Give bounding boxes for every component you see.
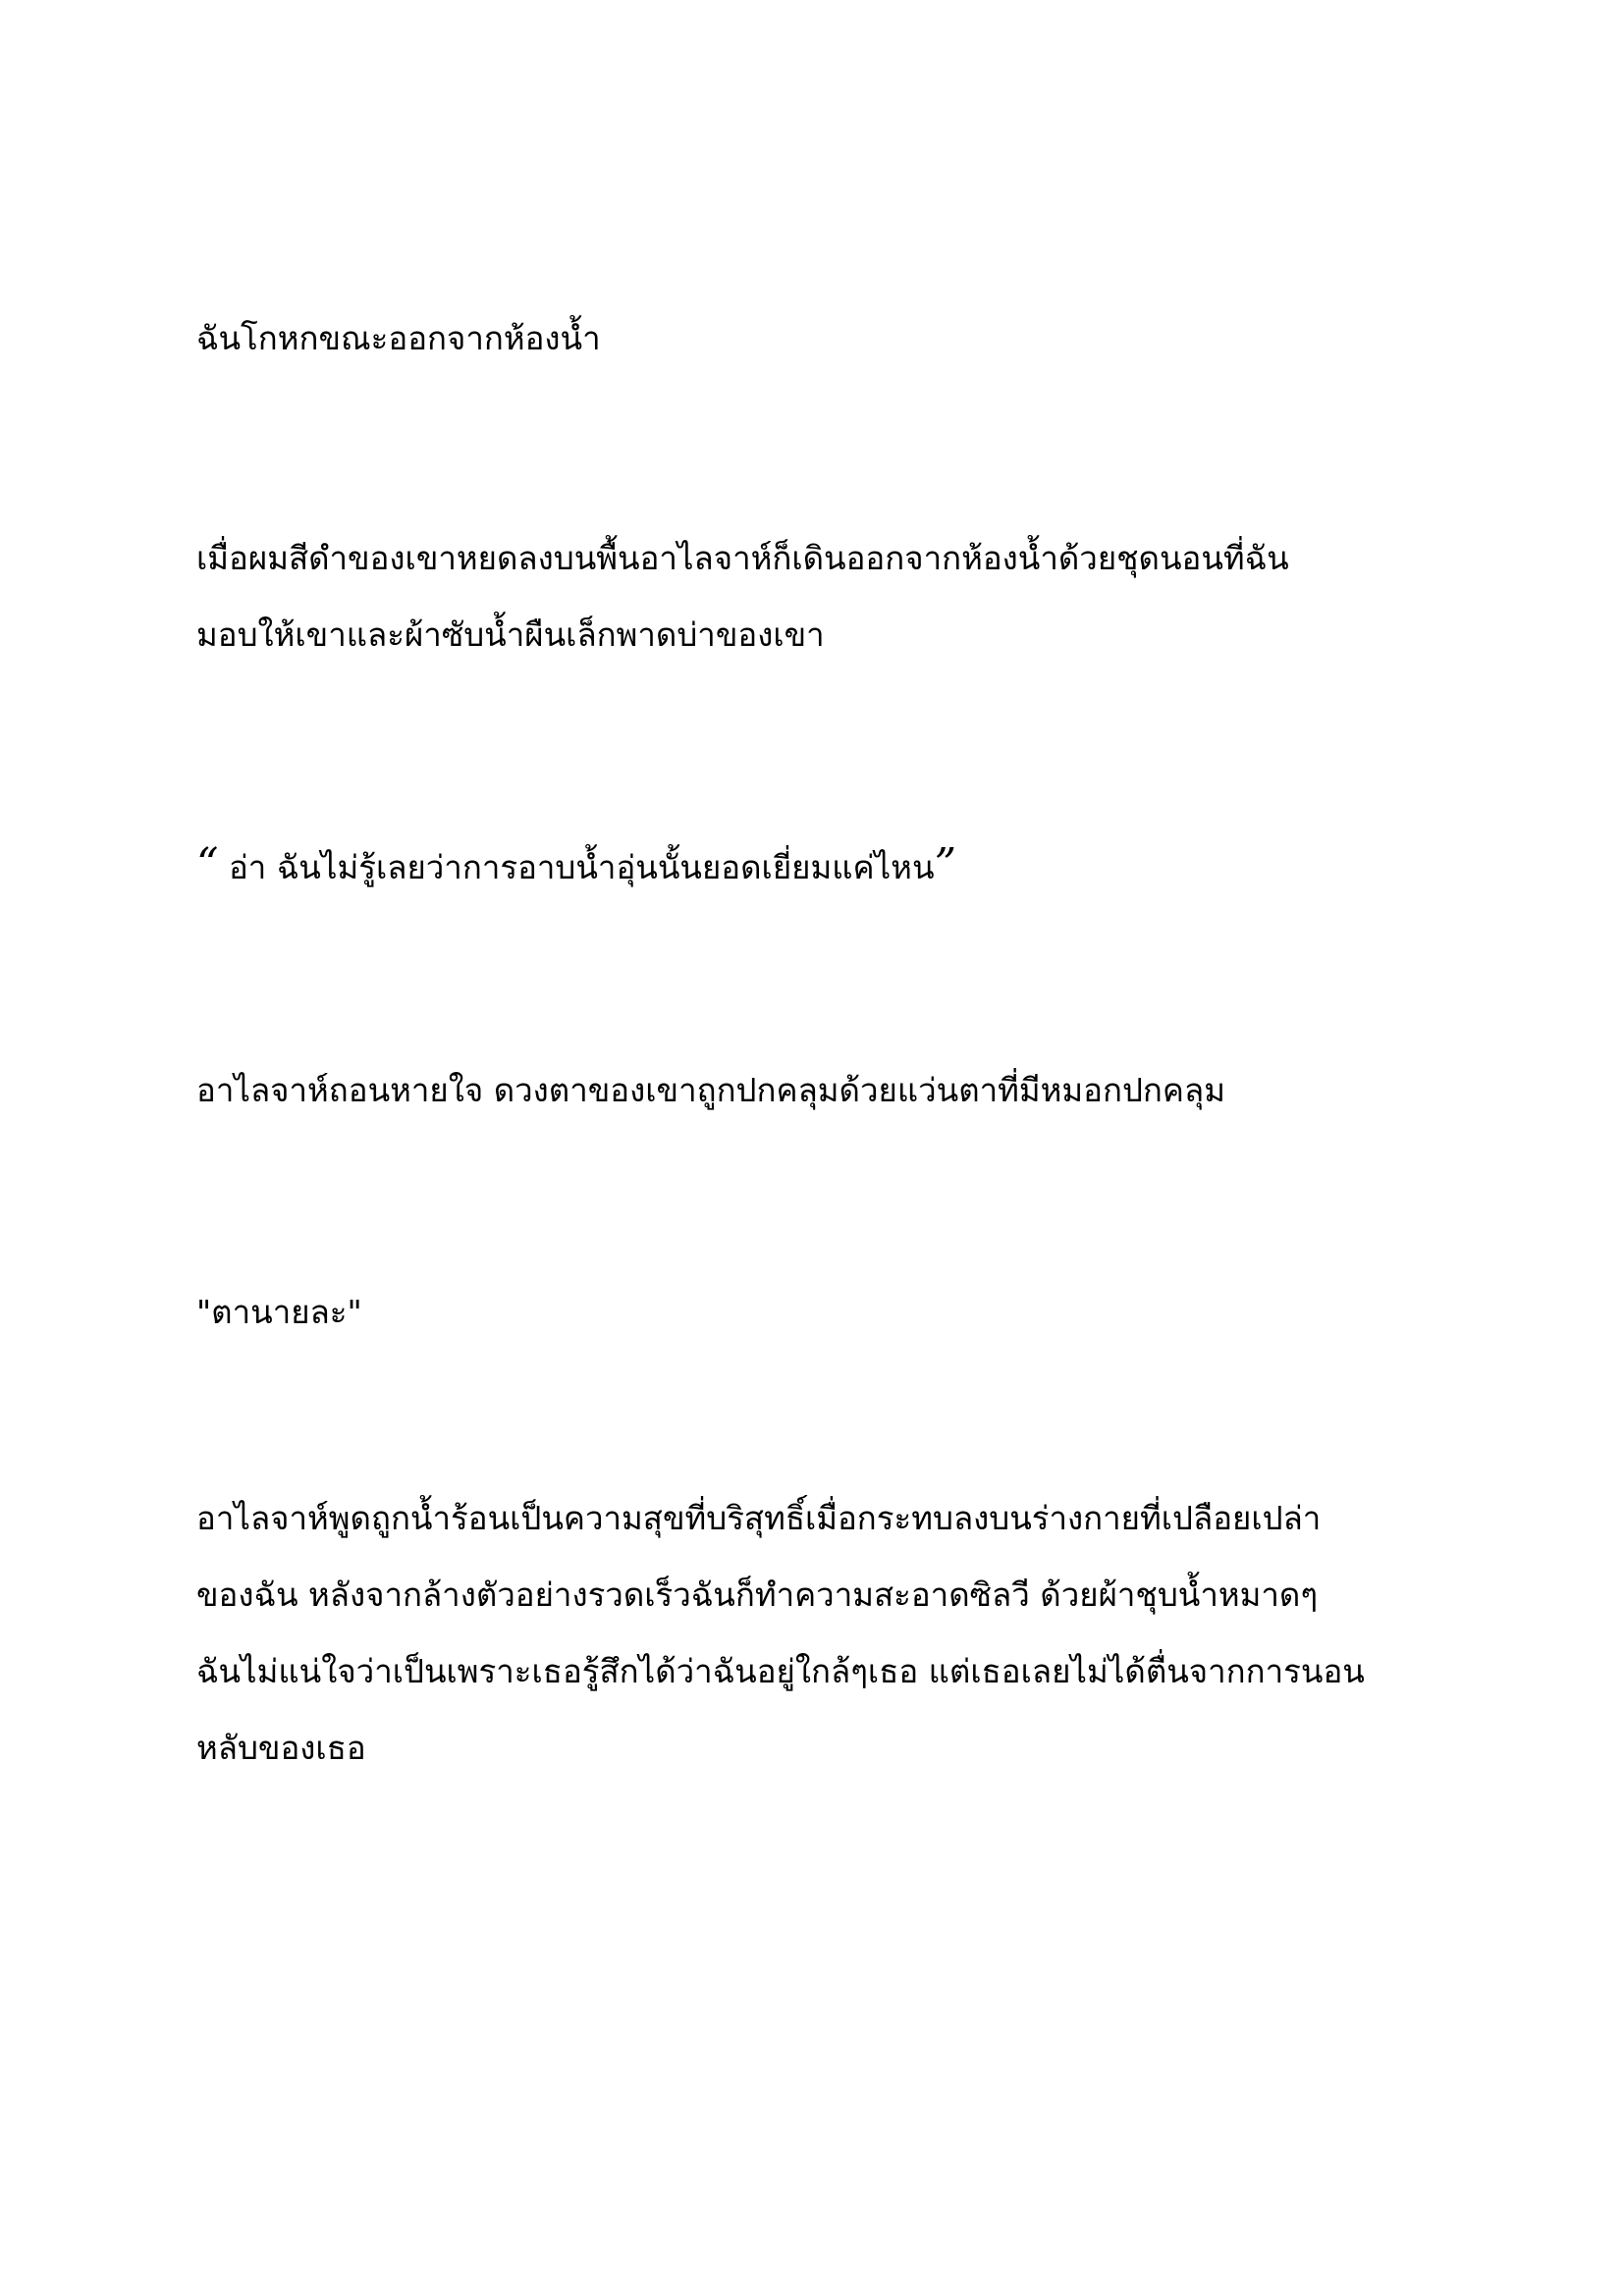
text-line: ของฉัน หลังจากล้างตัวอย่างรวดเร็วฉันก็ทำความสะอาดซิลวี ด้วยผ้าชุบน้ำหมาดๆ — [196, 1575, 1319, 1614]
paragraph-6 — [196, 1480, 1434, 1787]
text-line: "ตานายละ" — [196, 1293, 362, 1331]
text-line: ฉันโกหกขณะออกจากห้องน้ำ — [196, 319, 601, 357]
paragraph-1 — [196, 300, 1434, 377]
text-line — [196, 827, 1434, 906]
text-line: อาไลจาห์ถอนหายใจ ดวงตาของเขาถูกปกคลุมด้วยแว่นตาที่มีหมอกปกคลุม — [196, 1071, 1225, 1109]
text-line: มอบให้เขาและผ้าซับน้ำผืนเล็กพาดบ่าของเขา — [196, 615, 825, 654]
paragraph-3-dialogue — [196, 827, 1434, 906]
open-quote-mark: “ — [196, 839, 219, 889]
paragraph-2 — [196, 520, 1434, 673]
text-line: เมื่อผมสีดำของเขาหยดลงบนพื้นอาไลจาห์ก็เดินออกจากห้องน้ำด้วยชุดนอนที่ฉัน — [196, 539, 1289, 577]
close-quote-mark: ” — [934, 839, 956, 889]
paragraph-4 — [196, 1052, 1434, 1129]
text-line: ฉันไม่แน่ใจว่าเป็นเพราะเธอรู้สึกได้ว่าฉันอยู่ใกล้ๆเธอ แต่เธอเลยไม่ได้ตื่นจากการนอน — [196, 1652, 1365, 1690]
paragraph-5-dialogue — [196, 1274, 1434, 1351]
dialogue-text: อ่า ฉันไม่รู้เลยว่าการอาบน้ำอุ่นนั้นยอดเยี่ยมแค่ไหน — [218, 848, 935, 886]
text-line: หลับของเธอ — [196, 1729, 366, 1767]
text-line: อาไลจาห์พูดถูกน้ำร้อนเป็นความสุขที่บริสุทธิ์เมื่อกระทบลงบนร่างกายที่เปลือยเปล่า — [196, 1499, 1322, 1537]
